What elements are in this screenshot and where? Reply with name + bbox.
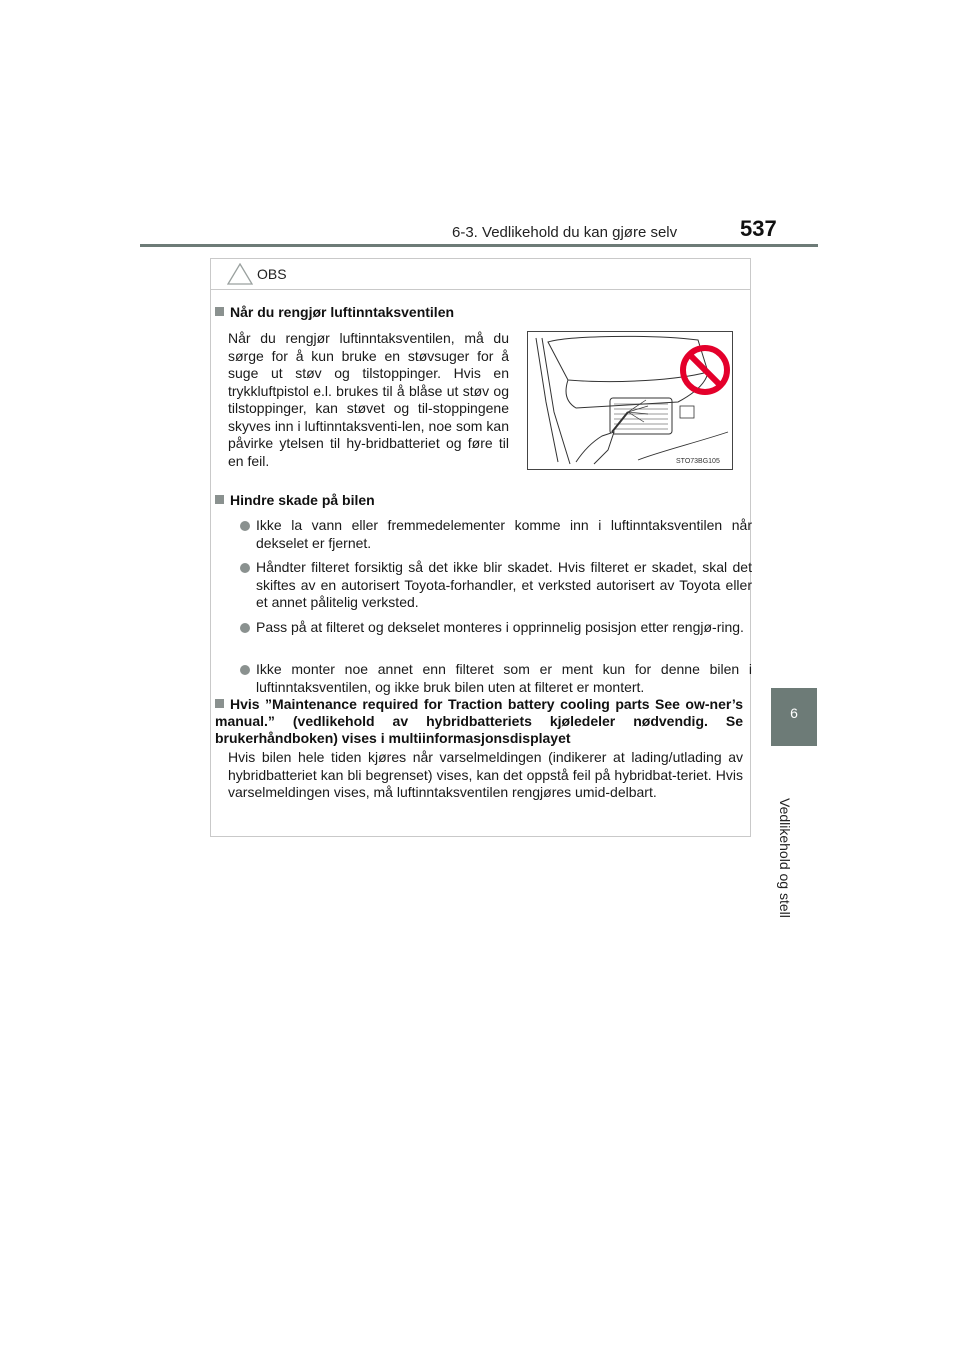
bullet-dot-icon (240, 521, 250, 531)
warning-header (211, 259, 750, 290)
bullet-dot-icon (240, 623, 250, 633)
section-title-maintenance (215, 696, 743, 747)
section-title-damage (215, 492, 375, 509)
warning-label: OBS (257, 266, 287, 282)
section-title-cleaning (215, 304, 454, 321)
header-rule (140, 244, 818, 247)
list-item-text: Ikke la vann eller fremmedelementer komme inn i luftinntaksventilen når dekselet er fjernet. (256, 517, 752, 551)
section-square-icon (215, 307, 224, 316)
header-section-title: 6-3. Vedlikehold du kan gjøre selv (452, 224, 678, 241)
cleaning-paragraph: Når du rengjør luftinntaksventilen, må du sørge for å kun bruke en støvsuger for å suge ut støv og tilstoppinger. Hvis en trykkluftpistol e.l. brukes til å blåse ut støv og tilstoppinger, kan støvet og til-stoppingene skyves inn i luftinntaksventi-len, noe som kan påvirke ytelsen til hy-bridbatteriet og føre til en feil. (228, 330, 509, 469)
bullet-dot-icon (240, 563, 250, 573)
section-title-text: Hvis ”Maintenance required for Traction battery cooling parts See ow-ner’s manual.” (vedlikehold av hybridbatteriets kjøledeler nødvendig. Se brukerhåndboken) vises i multiinformasjonsdisplayet (215, 696, 743, 746)
section-square-icon (215, 495, 224, 504)
vacuum-prohibited-icon (528, 332, 732, 469)
chapter-label: Vedlikehold og stell (777, 798, 793, 918)
illustration-code: STO73BG105 (676, 458, 720, 465)
list-item-text: Håndter filteret forsiktig så det ikke blir skadet. Hvis filteret er skadet, skal det skiftes av en autorisert Toyota-forhandler, et verksted autorisert av Toyota eller et annet pålitelig verksted. (256, 559, 752, 610)
warning-box (210, 258, 751, 837)
section-title-text: Når du rengjør luftinntaksventilen (230, 304, 455, 320)
list-item-text: Pass på at filteret og dekselet monteres i opprinnelig posisjon etter rengjø-ring. (256, 619, 744, 635)
section-square-icon (215, 699, 224, 708)
page-number: 537 (740, 216, 777, 241)
warning-triangle-icon (227, 263, 253, 285)
list-item-text: Ikke monter noe annet enn filteret som er ment kun for denne bilen i luftinntaksventilen, og ikke bruk bilen uten at filteret er montert. (256, 661, 752, 695)
section-title-text: Hindre skade på bilen (230, 492, 375, 508)
chapter-tab (771, 688, 817, 746)
air-intake-illustration (527, 331, 733, 470)
bullet-dot-icon (240, 665, 250, 675)
maintenance-paragraph: Hvis bilen hele tiden kjøres når varselmeldingen (indikerer at lading/utlading av hybridbatteriet kan bli begrenset) vises, kan det oppstå feil på hybridbat-teriet. Hvis varselmeldingen vises, må luftinntaksventilen rengjøres umid-delbart. (228, 749, 743, 800)
chapter-number: 6 (790, 705, 798, 721)
